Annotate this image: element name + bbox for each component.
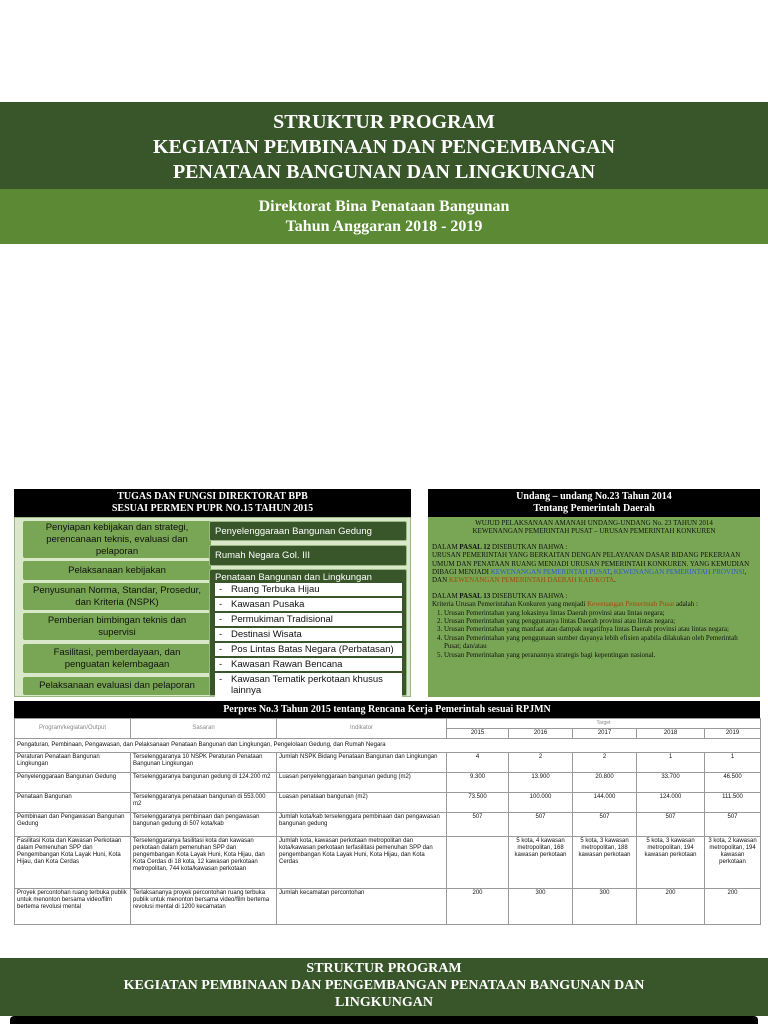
area-box-rumah-negara: Rumah Negara Gol. III [209,545,407,566]
area-box-pbl [209,569,407,696]
cell-value: 2 [509,753,573,773]
cell-value: 507 [447,813,509,837]
pbl-item [215,583,402,596]
pbl-item-label: Ruang Terbuka Hijau [231,584,320,595]
cell-indikator: Jumlah NSPK Bidang Penataan Bangunan dan Lingkungan [277,753,447,773]
table-row [15,889,761,925]
cell-program: Penataan Bangunan [15,793,131,813]
cell-value: 3 kota, 2 kawasan metropolitan, 194 kawasan perkotaan [705,837,761,889]
cell-sasaran: Terselenggaranya bangunan gedung di 124.200 m2 [131,773,277,793]
cell-value: 300 [573,889,637,925]
function-box: Pelaksanaan evaluasi dan pelaporan [23,677,211,695]
table-row [15,753,761,773]
cell-sasaran: Terselenggaranya 10 NSPK Peraturan Penataan Bangunan Lingkungan [131,753,277,773]
pbl-item-label: Pos Lintas Batas Negara (Perbatasan) [231,644,394,655]
pbl-item [215,613,402,626]
function-box: Penyusunan Norma, Standar, Prosedur, dan Kriteria (NSPK) [23,583,211,610]
cell-value: 33.700 [637,773,705,793]
col-header-target: Target [447,719,761,729]
cell-value: 144.000 [573,793,637,813]
cell-value: 1 [637,753,705,773]
pbl-title: Penataan Bangunan dan Lingkungan [215,572,372,583]
kriteria-item: 3. Urusan Pemerintahan yang manfaat atau dampak negatifnya lintas Daerah provinsi atau lintas negara; [444,625,756,633]
cell-value: 4 [447,753,509,773]
cell-program: Peraturan Penataan Bangunan Lingkungan [15,753,131,773]
function-box: Pelaksanaan kebijakan [23,561,211,580]
tugas-fungsi-title [14,489,411,517]
pbl-item-label: Kawasan Rawan Bencana [231,659,343,670]
pasal-13-heading [432,592,756,600]
cell-value: 200 [705,889,761,925]
dash: - [219,599,223,610]
function-box: Fasilitasi, pemberdayaan, dan penguatan kelembagaan [23,644,211,673]
pbl-item [215,628,402,641]
cell-value: 200 [447,889,509,925]
cell-indikator: Jumlah kota, kawasan perkotaan metropolitan dan kota/kawasan perkotaan terfasilitasi pemenuhan SPP dan pengembangan Kota Layak Huni, Kota Hijau, dan Kota Cerdas [277,837,447,889]
highlight-pusat: Kewenangan Pemerintah Pusat [587,600,675,609]
cell-value: 200 [637,889,705,925]
dash: - [219,629,223,640]
subtitle-line: Tahun Anggaran 2018 - 2019 [285,218,483,235]
cell-value: 73.500 [447,793,509,813]
pbl-item-label: Kawasan Tematik perkotaan khusus lainnya [231,674,383,696]
function-box: Penyiapan kebijakan dan strategi, perencanaan teknis, evaluasi dan pelaporan [23,521,211,558]
next-slide-title-banner [0,958,768,1016]
cell-value: 5 kota, 3 kawasan metropolitan, 188 kawasan perkotaan [573,837,637,889]
uu-23-title [428,489,760,517]
cell-value: 111.500 [705,793,761,813]
title-line: PENATAAN BANGUNAN DAN LINGKUNGAN [172,161,596,183]
table-row [15,813,761,837]
table-row [15,773,761,793]
table-span-row [15,739,761,753]
kriteria-item: 2. Urusan Pemerintahan yang penggunanya lintas Daerah provinsi atau lintas negara; [444,617,756,625]
year-header: 2019 [705,729,761,739]
table-header-row [15,719,761,729]
pbl-item [215,658,402,671]
cell-sasaran: Terselenggaranya penataan bangunan di 553.000 m2 [131,793,277,813]
cell-indikator: Jumlah kecamatan percontohan [277,889,447,925]
table-row [15,793,761,813]
tugas-fungsi-panel [14,517,411,697]
panel-heading: KEWENANGAN PEMERINTAH PUSAT – URUSAN PEMERINTAH KONKUREN [472,527,716,536]
title-line: LINGKUNGAN [334,995,433,1010]
text: Kriteria Urusan Pemerintahan Konkuren yang menjadi [432,600,588,609]
dash: - [219,584,223,595]
function-box: Pemberian bimbingan teknis dan supervisi [23,613,211,640]
text: adalah : [674,600,698,609]
col-header-indikator: Indikator [277,719,447,739]
pasal-label: PASAL 13 [459,591,491,600]
text: DALAM [432,542,460,551]
rkp-table [14,718,761,925]
pasal-13-body [432,600,756,608]
cell-value: 507 [637,813,705,837]
kriteria-item: 5. Urusan Pemerintahan yang peranannya strategis bagi kepentingan nasional. [444,651,756,659]
cell-indikator: Jumlah kota/kab terselenggara pembinaan dan pengawasan bangunan gedung [277,813,447,837]
dash: - [219,614,223,625]
pasal-12-heading [432,543,756,551]
perpres-title: Perpres No.3 Tahun 2015 tentang Rencana Kerja Pemerintah sesuai RPJMN [14,701,760,718]
cell-value: 507 [705,813,761,837]
area-box-bangunan-gedung: Penyelenggaraan Bangunan Gedung [209,521,407,541]
cell-value: 9.300 [447,773,509,793]
highlight-provinsi: KEWENANGAN PEMERINTAH PROVINSI [613,568,745,577]
title-line: TUGAS DAN FUNGSI DIREKTORAT BPB [117,491,308,502]
slide-subtitle-banner [0,189,768,244]
col-header-program: Program/kegiatan/Output [15,719,131,739]
year-header: 2015 [447,729,509,739]
col-header-sasaran: Sasaran [131,719,277,739]
title-line: STRUKTUR PROGRAM [306,961,462,976]
text: , DAN [432,568,747,585]
uu-23-panel [428,517,760,697]
pbl-list [215,583,402,699]
pasal-label: PASAL 12 [459,542,491,551]
cell-program: Pembinaan dan Pengawasan Bangunan Gedung [15,813,131,837]
dash: - [219,644,223,655]
title-line: SESUAI PERMEN PUPR NO.15 TAHUN 2015 [111,503,314,514]
text: URUSAN PEMERINTAH YANG BERKAITAN DENGAN PELAYANAN DASAR BIDANG PEKERJAAN UMUM DAN PENATAAN RUANG MENJADI URUSAN PEMERINTAH KONKUREN. YANG KEMUDIAN DIBAGI MENJADI [432,551,750,577]
cell-value: 300 [509,889,573,925]
kriteria-item: 1. Urusan Pemerintahan yang lokasinya lintas Daerah provinsi atau lintas negara; [444,609,756,617]
pbl-item-label: Kawasan Pusaka [231,599,305,610]
text: , [610,568,614,577]
cell-value: 124.000 [637,793,705,813]
year-header: 2016 [509,729,573,739]
subtitle-line: Direktorat Bina Penataan Bangunan [258,198,510,215]
cell-value: 13.900 [509,773,573,793]
cell-sasaran: Terselenggaranya fasilitasi kota dan kawasan perkotaan dalam pemenuhan SPP dan pengembangan Kota Layak Huni, Kota Hijau, dan Kota Cerdas di 18 kota, 12 kawasan perkotaan metropolitan, 744 kota/kawasan perkotaan [131,837,277,889]
pasal-12-body [432,551,756,585]
pbl-item-label: Permukiman Tradisional [231,614,333,625]
pbl-item-label: Destinasi Wisata [231,629,302,640]
cell-program: Fasilitasi Kota dan Kawasan Perkotaan dalam Pemenuhan SPP dan Pengembangan Kota Layak Huni, Kota Hijau, dan Kota Cerdas [15,837,131,889]
cell-sasaran: Terlaksananya proyek percontohan ruang terbuka publik untuk menonton bersama video/film bertema revolusi mental di 1200 kecamatan [131,889,277,925]
title-line: STRUKTUR PROGRAM [273,111,495,133]
cell-program: Proyek percontohan ruang terbuka publik untuk menonton bersama video/film bertema revolusi mental [15,889,131,925]
cell-value: 20.800 [573,773,637,793]
dash: - [219,659,223,670]
year-header: 2017 [573,729,637,739]
pbl-item [215,598,402,611]
pbl-item [215,673,402,697]
cell-value: 507 [509,813,573,837]
cell-program: Penyelenggaraan Bangunan Gedung [15,773,131,793]
pbl-item [215,643,402,656]
text: . [614,576,616,585]
title-line: Tentang Pemerintah Daerah [533,503,655,514]
highlight-pusat: KEWENANGAN PEMERINTAH PUSAT [490,568,611,577]
table-row [15,837,761,889]
cell-value: 5 kota, 4 kawasan metropolitan, 168 kawasan perkotaan [509,837,573,889]
text: DISEBUTKAN BAHWA : [490,591,568,600]
cell-value [447,837,509,889]
text: DALAM [432,591,460,600]
dash: - [219,674,223,685]
kriteria-item: 4. Urusan Pemerintahan yang penggunaan sumber dayanya lebih efisien apabila dilakukan oleh Pemerintah Pusat; dan/atau [444,634,756,651]
text: DISEBUTKAN BAHWA : [490,542,568,551]
highlight-kabkota: KEWENANGAN PEMERINTAH DAERAH KAB/KOTA [448,576,615,585]
cell-value: 5 kota, 3 kawasan metropolitan, 194 kawasan perkotaan [637,837,705,889]
title-line: KEGIATAN PEMBINAAN DAN PENGEMBANGAN [152,136,616,158]
panel-heading: WUJUD PELAKSANAAN AMANAH UNDANG-UNDANG No. 23 TAHUN 2014 [475,519,713,527]
title-line: Undang – undang No.23 Tahun 2014 [516,491,672,502]
span-cell: Pengaturan, Pembinaan, Pengawasan, dan Pelaksanaan Penataan Bangunan dan Lingkungan, Pengelolaan Gedung, dan Rumah Negara [15,739,761,753]
cell-value: 507 [573,813,637,837]
cell-value: 46.500 [705,773,761,793]
next-slide-edge [10,1016,758,1024]
cell-indikator: Luasan penataan bangunan (m2) [277,793,447,813]
cell-sasaran: Terselenggaranya pembinaan dan pengawasan bangunan gedung di 507 kota/kab [131,813,277,837]
cell-value: 2 [573,753,637,773]
kriteria-list [432,609,756,659]
title-line: KEGIATAN PEMBINAAN DAN PENGEMBANGAN PENATAAN BANGUNAN DAN [123,978,645,993]
cell-indikator: Luasan penyelenggaraan bangunan gedung (m2) [277,773,447,793]
cell-value: 100.000 [509,793,573,813]
year-header: 2018 [637,729,705,739]
cell-value: 1 [705,753,761,773]
slide-title-banner [0,102,768,189]
